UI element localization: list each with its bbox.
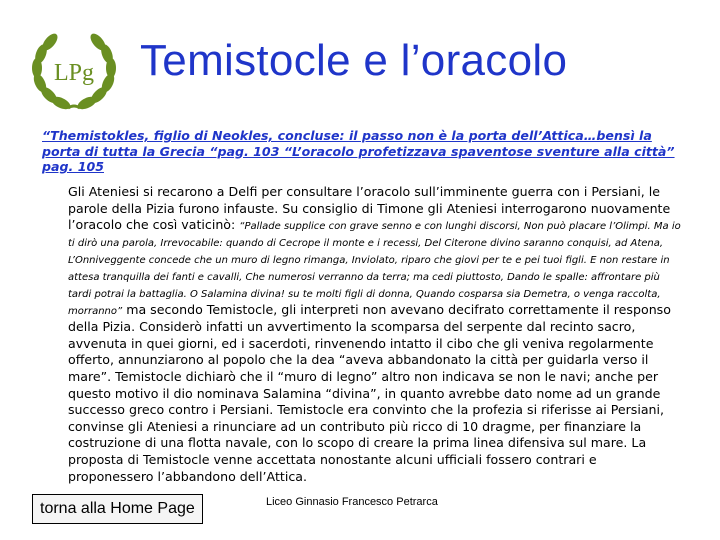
footer-school-name: Liceo Ginnasio Francesco Petrarca: [266, 496, 438, 508]
body-text: ma secondo Temistocle, gli interpreti non avevano decifrato correttamente il responso della Pizia. Considerò infatti un avvertimento la scomparsa del serpente dal recinto sacro, avvenuta in quei giorni, ed i sacerdoti, rinvenendo intatto il cibo che gli veniva regolarmente offerto, annunziarono al popolo che la dea “aveva abbandonato la città per guidarla verso il mare”. Temistocle dichiarò che il “muro di legno” altro non indicava se non le navi; anche per questo motivo il dio nominava Salamina “divina”, in quanto avrebbe dato nome ad un grande successo greco contro i Persiani. Temistocle era convinto che la profezia si riferisse ai Persiani, convinse gli Ateniesi a rinunciare ad un contributo più ricco di 10 dragme, per finanziare la costruzione di una flotta navale, con lo scopo di creare la prima linea difensiva sul mare. La proposta di Temistocle venne accettata nonostante alcuni ufficiali fossero contrari e proponessero l’abbandono dell’Attica.: [68, 302, 671, 484]
laurel-wreath-icon: [28, 22, 120, 114]
body-paragraph: [68, 184, 682, 485]
page-title: Temistocle e l’oracolo: [140, 36, 568, 85]
oracle-quote: “Pallade supplice con grave senno e con lunghi discorsi, Non può placare l’Olimpi. Ma io ti dirò una parola, Irrevocabile: quando di Cecrope il monte e i recessi, Del Citerone divino saranno conquisi, ad Atena, L’Onniveggente concede che un muro di legno rimanga, Inviolato, riparo che giovi per te e pei tuoi figli. E non restare in attesa tranquilla dei fanti e cavalli, Che numerosi verranno da terra; ma cedi piuttosto, Dando le spalle: affrontare più tardi potrai la battaglia. O Salamina divina! su te molti figli di donna, Quando cosparsa sia Demetra, o venga raccolta, morranno”: [68, 221, 681, 318]
logo-letters: LPg: [53, 60, 95, 86]
quote-link[interactable]: “Themistokles, figlio di Neokles, concluse: il passo non è la porta dell’Attica…bensì la porta di tutta la Grecia “pag. 103 “L’oracolo profetizzava spaventose sventure alla città” pag. 105: [42, 128, 675, 175]
intro-text: Gli Ateniesi si recarono a Delfi per consultare l’oracolo sull’imminente guerra con i Persiani, le parole della Pizia furono infauste. Su consiglio di Timone gli Ateniesi interrogarono nuovamente l’oracolo che così vaticinò:: [68, 184, 671, 233]
home-page-button[interactable]: torna alla Home Page: [32, 494, 203, 524]
